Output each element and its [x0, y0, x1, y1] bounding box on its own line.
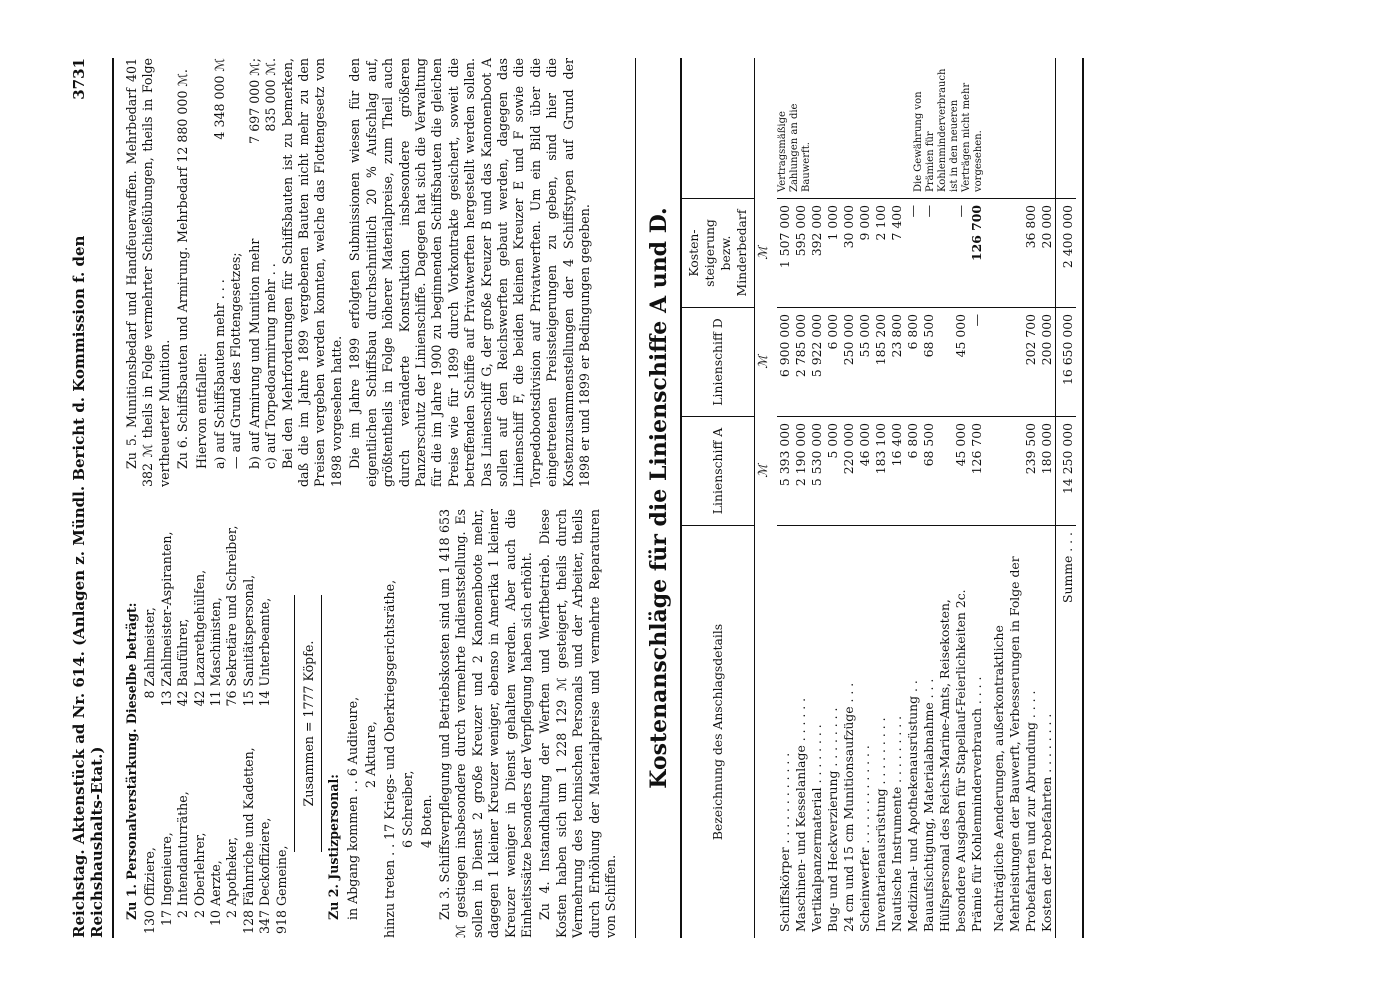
row-label: Bauaufsichtigung, Materialabnahme . . . [921, 678, 937, 932]
row-value-diff: — [937, 199, 969, 308]
table-header-row [681, 58, 755, 938]
row-value-a: 183 100 [873, 417, 889, 526]
item-c-label: c) auf Torpedoarmirung mehr . . [263, 263, 279, 469]
row-value-a: 180 000 [1039, 417, 1056, 526]
personnel-item: 130Offiziere, [142, 847, 158, 935]
paragraph-2: Die im Jahre 1899 erfolgten Submissionen wiesen für den eigentlichen Schiffsbau durchschnittlich 20 % Aufschlag auf, größtentheils in Folge höherer Materialpreise, zum Theil auch durch veränderte Konstruktion insbesondere größeren Panzerschutz der Linienschiffe. Dagegen hat sich die Verwaltung für die im Jahre 1900 zu beginnenden Schiffsbauten die gleichen Preise wie für 1899 durch Vorkontrakte gesichert, soweit die betreffenden Schiffe auf Privatwerften hergestellt werden sollen. Das Linienschiff G, der große Kreuzer B und das Kanonenboot A sollen auf den Reichswerften gebaut werden, dagegen das Linienschiff F, die beiden kleinen Kreuzer E und F sowie die Torpedobootsdivision auf Privatwerften. Um ein Bild über die eingetretenen Preissteigerungen zu geben, sind hier die Kostenzusammenstellungen der 4 Schiffstypen auf Grund der 1898 er und 1899 er Bedingungen gegeben. [347, 58, 592, 487]
zu1-heading: Zu 1. Personalverstärkung. Dieselbe beträgt: [124, 602, 139, 920]
row-value-d: 185 200 [873, 308, 889, 417]
row-value-diff: 7 400 [889, 199, 905, 308]
row-label: Vertikalpanzermaterial . . . . . . . . [809, 724, 825, 932]
personnel-item: 10Aerzte, [208, 860, 224, 927]
personnel-item: 17Ingenieure, [158, 832, 174, 927]
personnel-item: 2Oberlehrer, [191, 832, 207, 919]
personnel-list [142, 509, 290, 938]
row-value-a: 68 500 [921, 417, 937, 526]
row-value-a: 5 000 [825, 417, 841, 526]
zu3-paragraph: Zu 3. Schiffsverpflegung und Betriebskosten sind um 1 418 653 ℳ gestiegen insbesondere durch vermehrte Indienststellung. Es sollen in Dienst 2 große Kreuzer und 2 Kanonenboote mehr, dagegen 1 kleiner Kreuzer weniger, ebenso in Amerika 1 kleiner Kreuzer weniger in Dienst gehalten werden. Aber auch die Einheitssätze besonders der Verpflegung haben sich erhöht. [436, 509, 534, 938]
running-title: Reichstag. Aktenstück ad Nr. 614. (Anlagen z. Mündl. Bericht d. Kommission f. den Reichshaushalts-Etat.) [70, 235, 106, 938]
item-a-label: a) auf Schiffsbauten mehr . . . [212, 279, 228, 469]
sum-value-d: 16 650 000 [1056, 308, 1077, 417]
row-label: 24 cm und 15 cm Munitionsaufzüge . . . [841, 682, 857, 932]
item-b [247, 58, 263, 487]
row-label: Medizinal- und Apothekenausrüstung . . [905, 680, 921, 932]
zu2-abgang: in Abgang kommen . . 6 Auditeure, [344, 696, 360, 920]
divider [321, 595, 322, 852]
personnel-item: 14Unterbeamte, [257, 597, 273, 707]
item-b-label: b) auf Armirung und Munition mehr [246, 238, 262, 469]
row-label: Hülfspersonal des Reichs-Marine-Amts, Reisekosten, besondere Ausgaben für Stapellauf-Feierlichkeiten 2c. [937, 589, 969, 932]
row-value-d: 23 800 [889, 308, 905, 417]
zu2-heading: Zu 2. Justizpersonal: [326, 774, 342, 920]
cost-table [680, 58, 1076, 938]
personnel-item: 8Zahlmeister, [142, 607, 158, 699]
personnel-item: 128Fähnriche und Kadetten, [240, 747, 256, 935]
row-value-diff: 30 000 [841, 199, 857, 308]
row-label: Inventarienausrüstung . . . . . . . . . [873, 717, 889, 932]
unit-row [755, 58, 778, 938]
paragraph-1: Bei den Mehrforderungen für Schiffsbauten ist zu bemerken, daß die im Jahre 1899 vergebenen Bauten nicht mehr zu den Preisen vergeben werden konnten, welche das Flottengesetz von 1898 vorgesehen hatte. [279, 58, 344, 487]
item-a-value: 4 348 000 ℳ [212, 58, 228, 140]
row-value-diff: 1 507 000 [777, 199, 793, 308]
row-value-a: 126 700 [969, 417, 985, 526]
text-columns [124, 58, 621, 938]
sum-value-a: 14 250 000 [1056, 417, 1077, 526]
personnel-item: 918Gemeine, [273, 845, 289, 935]
left-column [124, 509, 621, 938]
right-column [124, 58, 621, 487]
sum-value-diff: 2 400 000 [1056, 199, 1077, 308]
row-value-d: 55 000 [857, 308, 873, 417]
row-value-d: 45 000 [937, 308, 969, 417]
row-value-diff: — [921, 199, 937, 308]
table-row [777, 58, 793, 938]
row-value-d: 6 000 [825, 308, 841, 417]
col-header-label: Bezeichnung des Anschlagsdetails [681, 526, 755, 939]
personnel-item: 13Zahlmeister-Aspiranten, [158, 531, 174, 707]
row-value-diff: 392 000 [809, 199, 825, 308]
row-value-a: 5 530 000 [809, 417, 825, 526]
row-value-diff: — [905, 199, 921, 308]
row-value-a: 239 500 [985, 417, 1039, 526]
row-label: Schiffskörper . . . . . . . . . . . . [777, 752, 793, 932]
row-value-a: 2 190 000 [793, 417, 809, 526]
row-value-diff: 1 000 [825, 199, 841, 308]
row-value-a: 5 393 000 [777, 417, 793, 526]
item-a-sub: — auf Grund des Flottengesetzes; [228, 252, 244, 469]
item-c [263, 58, 279, 487]
row-label: Scheinwerfer . . . . . . . . . . . . . [857, 745, 873, 932]
table-row [825, 58, 841, 938]
item-c-value: 835 000 ℳ. [263, 58, 279, 132]
item-b-value: 7 697 000 ℳ; [246, 58, 262, 144]
zu2-hinzu: hinzu treten . . 17 Kriegs- und Oberkriegsgerichtsräthe, [381, 579, 397, 938]
row-value-diff: 9 000 [857, 199, 873, 308]
personnel-item: 76Sekretäre und Schreiber, [224, 525, 240, 707]
row-value-diff: 126 700 [969, 199, 985, 308]
table-row [1039, 58, 1056, 938]
row-value-d: 6 900 000 [777, 308, 793, 417]
row-value-a: 46 000 [857, 417, 873, 526]
zu5-paragraph: Zu 5. Munitionsbedarf und Handfeuerwaffen. Mehrbedarf 401 382 ℳ theils in Folge vermehrter Schießübungen, theils in Folge vertheuerter Munition. [124, 58, 172, 487]
row-label: Maschinen- und Kesselanlage . . . . . . [793, 697, 809, 932]
row-label: Prämie für Kohlenminderverbrauch . . . . [969, 676, 985, 932]
col-header-a: Linienschiff A [681, 417, 755, 526]
row-value-d: 2 785 000 [793, 308, 809, 417]
personnel-item: 42Lazarethgehülfen, [191, 569, 207, 707]
page-number: 3731 [70, 58, 88, 100]
row-value-diff: 36 800 [985, 199, 1039, 308]
unit-a: ℳ [755, 464, 771, 478]
row-label: Nautische Instrumente . . . . . . . . . [889, 715, 905, 932]
row-value-a: 45 000 [937, 417, 969, 526]
row-value-d: — [969, 308, 985, 417]
col-header-d: Linienschiff D [681, 308, 755, 417]
personnel-item: 347Deckoffiziere, [257, 817, 273, 935]
row-value-diff: 595 000 [793, 199, 809, 308]
zu2-abgang-2: 2 Aktuare, [363, 721, 379, 788]
col-header-diff: Kosten- steigerung bezw. Minderbedarf [681, 199, 755, 308]
personnel-item: 42Bauführer, [175, 618, 191, 707]
row-value-d: 6 800 [905, 308, 921, 417]
row-value-d: 250 000 [841, 308, 857, 417]
row-value-d: 5 922 000 [809, 308, 825, 417]
row-value-a: 6 800 [905, 417, 921, 526]
row-value-a: 220 000 [841, 417, 857, 526]
table-row [985, 58, 1039, 938]
row-label: Nachträgliche Aenderungen, außerkontraktliche Mehrleistungen der Bauwerft, Verbesserungen in Folge der Probefahrten und zur Abrundung . . . . [991, 556, 1039, 932]
personnel-total: Zusammen = 1777 Köpfe. [301, 640, 317, 807]
divider [294, 595, 295, 852]
row-value-diff: 2 100 [873, 199, 889, 308]
zu4-paragraph: Zu 4. Instandhaltung der Werften und Werftbetrieb. Diese Kosten haben sich um 1 228 129 ℳ gesteigert, theils durch Vermehrung des technischen Personals und der Arbeiter, theils durch Erhöhung der Materialpreise und vermehrte Reparaturen von Schiffen. [537, 509, 618, 938]
personnel-item: 2Apotheker, [224, 836, 240, 919]
personnel-item: 11Maschinisten, [208, 597, 224, 707]
table-title: Kostenanschläge für die Linienschiffe A und D. [635, 58, 672, 938]
zu2-hinzu-3: 4 Boten. [418, 794, 434, 848]
item-a [212, 58, 228, 487]
page-content [70, 58, 1084, 938]
row-value-diff: 20 000 [1039, 199, 1056, 308]
col-header-remarks [681, 58, 755, 199]
page-header [70, 58, 114, 938]
row-value-d: 68 500 [921, 308, 937, 417]
sum-label: Summe . . . [1056, 526, 1077, 939]
row-value-a: 16 400 [889, 417, 905, 526]
remark-contract: Vertragsmäßige Zahlungen an die Bauwerft. [777, 58, 825, 199]
row-label: Kosten der Probefahrten . . . . . . . . [1039, 713, 1055, 932]
sum-row [1056, 58, 1077, 938]
zu2-hinzu-2: 6 Schreiber, [400, 770, 416, 848]
zu6-paragraph: Zu 6. Schiffsbauten und Armirung. Mehrbedarf 12 880 000 ℳ. [175, 69, 191, 469]
personnel-item: 15Sanitätspersonal, [240, 574, 256, 707]
row-value-d: 200 000 [1039, 308, 1056, 417]
remark-premium: Die Gewährung von Prämien für Kohlenminderverbrauch ist in den neueren Verträgen nicht mehr vorgesehen. [825, 58, 985, 199]
unit-d: ℳ [755, 355, 771, 369]
unit-diff: ℳ [755, 246, 771, 260]
personnel-item: 2Intendanturräthe, [175, 791, 191, 919]
bottom-rule [1082, 58, 1084, 938]
hiervon-label: Hiervon entfallen: [193, 353, 209, 469]
row-value-d: 202 700 [985, 308, 1039, 417]
row-label: Bug- und Heckverzierung . . . . . . . . [825, 707, 841, 932]
